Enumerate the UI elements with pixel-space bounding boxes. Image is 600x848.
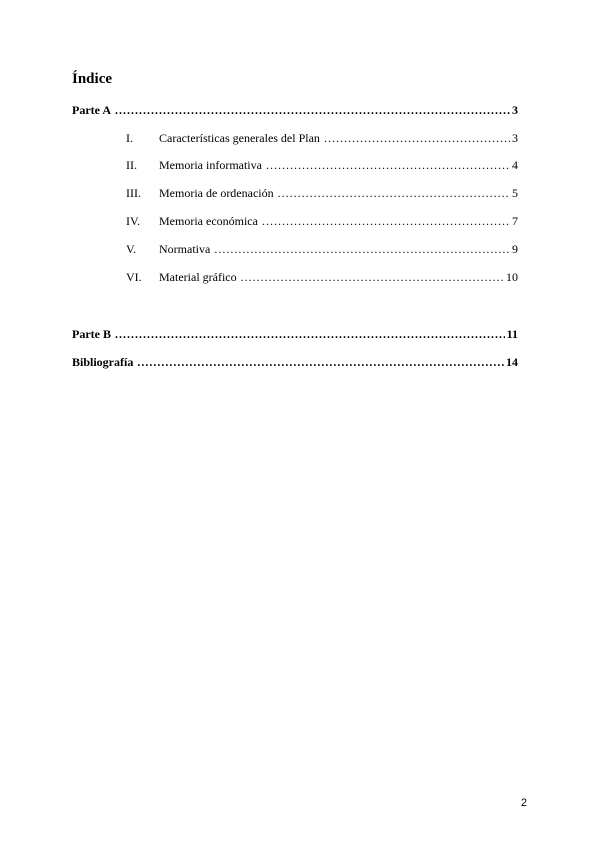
toc-entry-section-v (126, 242, 518, 257)
page-number: 2 (520, 797, 527, 809)
section-numeral: V. (126, 242, 137, 256)
toc-entry-section-iv (126, 214, 518, 229)
toc-entry-section-iii (126, 186, 518, 201)
dot-leader (214, 242, 510, 257)
toc-entry-page: 14 (506, 355, 518, 369)
toc-entry-label: Memoria económica (159, 214, 258, 228)
toc-entry-page: 11 (506, 327, 518, 341)
toc-entry-page: 3 (512, 103, 518, 117)
toc-entry-page: 9 (512, 242, 518, 256)
toc-entry-section-i (126, 131, 518, 146)
toc-entry-label: Bibliografía (72, 355, 134, 369)
toc-entry-label: Características generales del Plan (159, 131, 320, 145)
dot-leader (137, 355, 504, 370)
toc-entry-label: Parte B (72, 327, 111, 341)
dot-leader (266, 158, 510, 173)
toc-entry-page: 5 (512, 186, 518, 200)
page-title: Índice (72, 71, 113, 87)
toc-entry-label: Material gráfico (159, 270, 237, 284)
section-numeral: I. (126, 131, 133, 145)
dot-leader (262, 214, 510, 229)
section-numeral: IV. (126, 214, 141, 228)
dot-leader (115, 103, 510, 118)
section-numeral: II. (126, 158, 137, 172)
toc-entry-label: Memoria de ordenación (159, 186, 274, 200)
toc-entry-label: Normativa (159, 242, 211, 256)
dot-leader (241, 270, 504, 285)
toc-entry-bibliografia (72, 355, 518, 370)
section-numeral: III. (126, 186, 141, 200)
toc-entry-section-vi (126, 270, 518, 285)
toc-entry-page: 10 (506, 270, 518, 284)
toc-entry-page: 3 (512, 131, 518, 145)
toc-entry-parte-a (72, 103, 518, 118)
section-numeral: VI. (126, 270, 142, 284)
toc-entry-parte-b (72, 327, 518, 342)
toc-entry-label: Parte A (72, 103, 111, 117)
toc-entry-page: 7 (512, 214, 518, 228)
dot-leader (324, 131, 510, 146)
dot-leader (278, 186, 510, 201)
toc-entry-page: 4 (512, 158, 518, 172)
toc-entry-label: Memoria informativa (159, 158, 262, 172)
dot-leader (115, 327, 505, 342)
toc-entry-section-ii (126, 158, 518, 173)
